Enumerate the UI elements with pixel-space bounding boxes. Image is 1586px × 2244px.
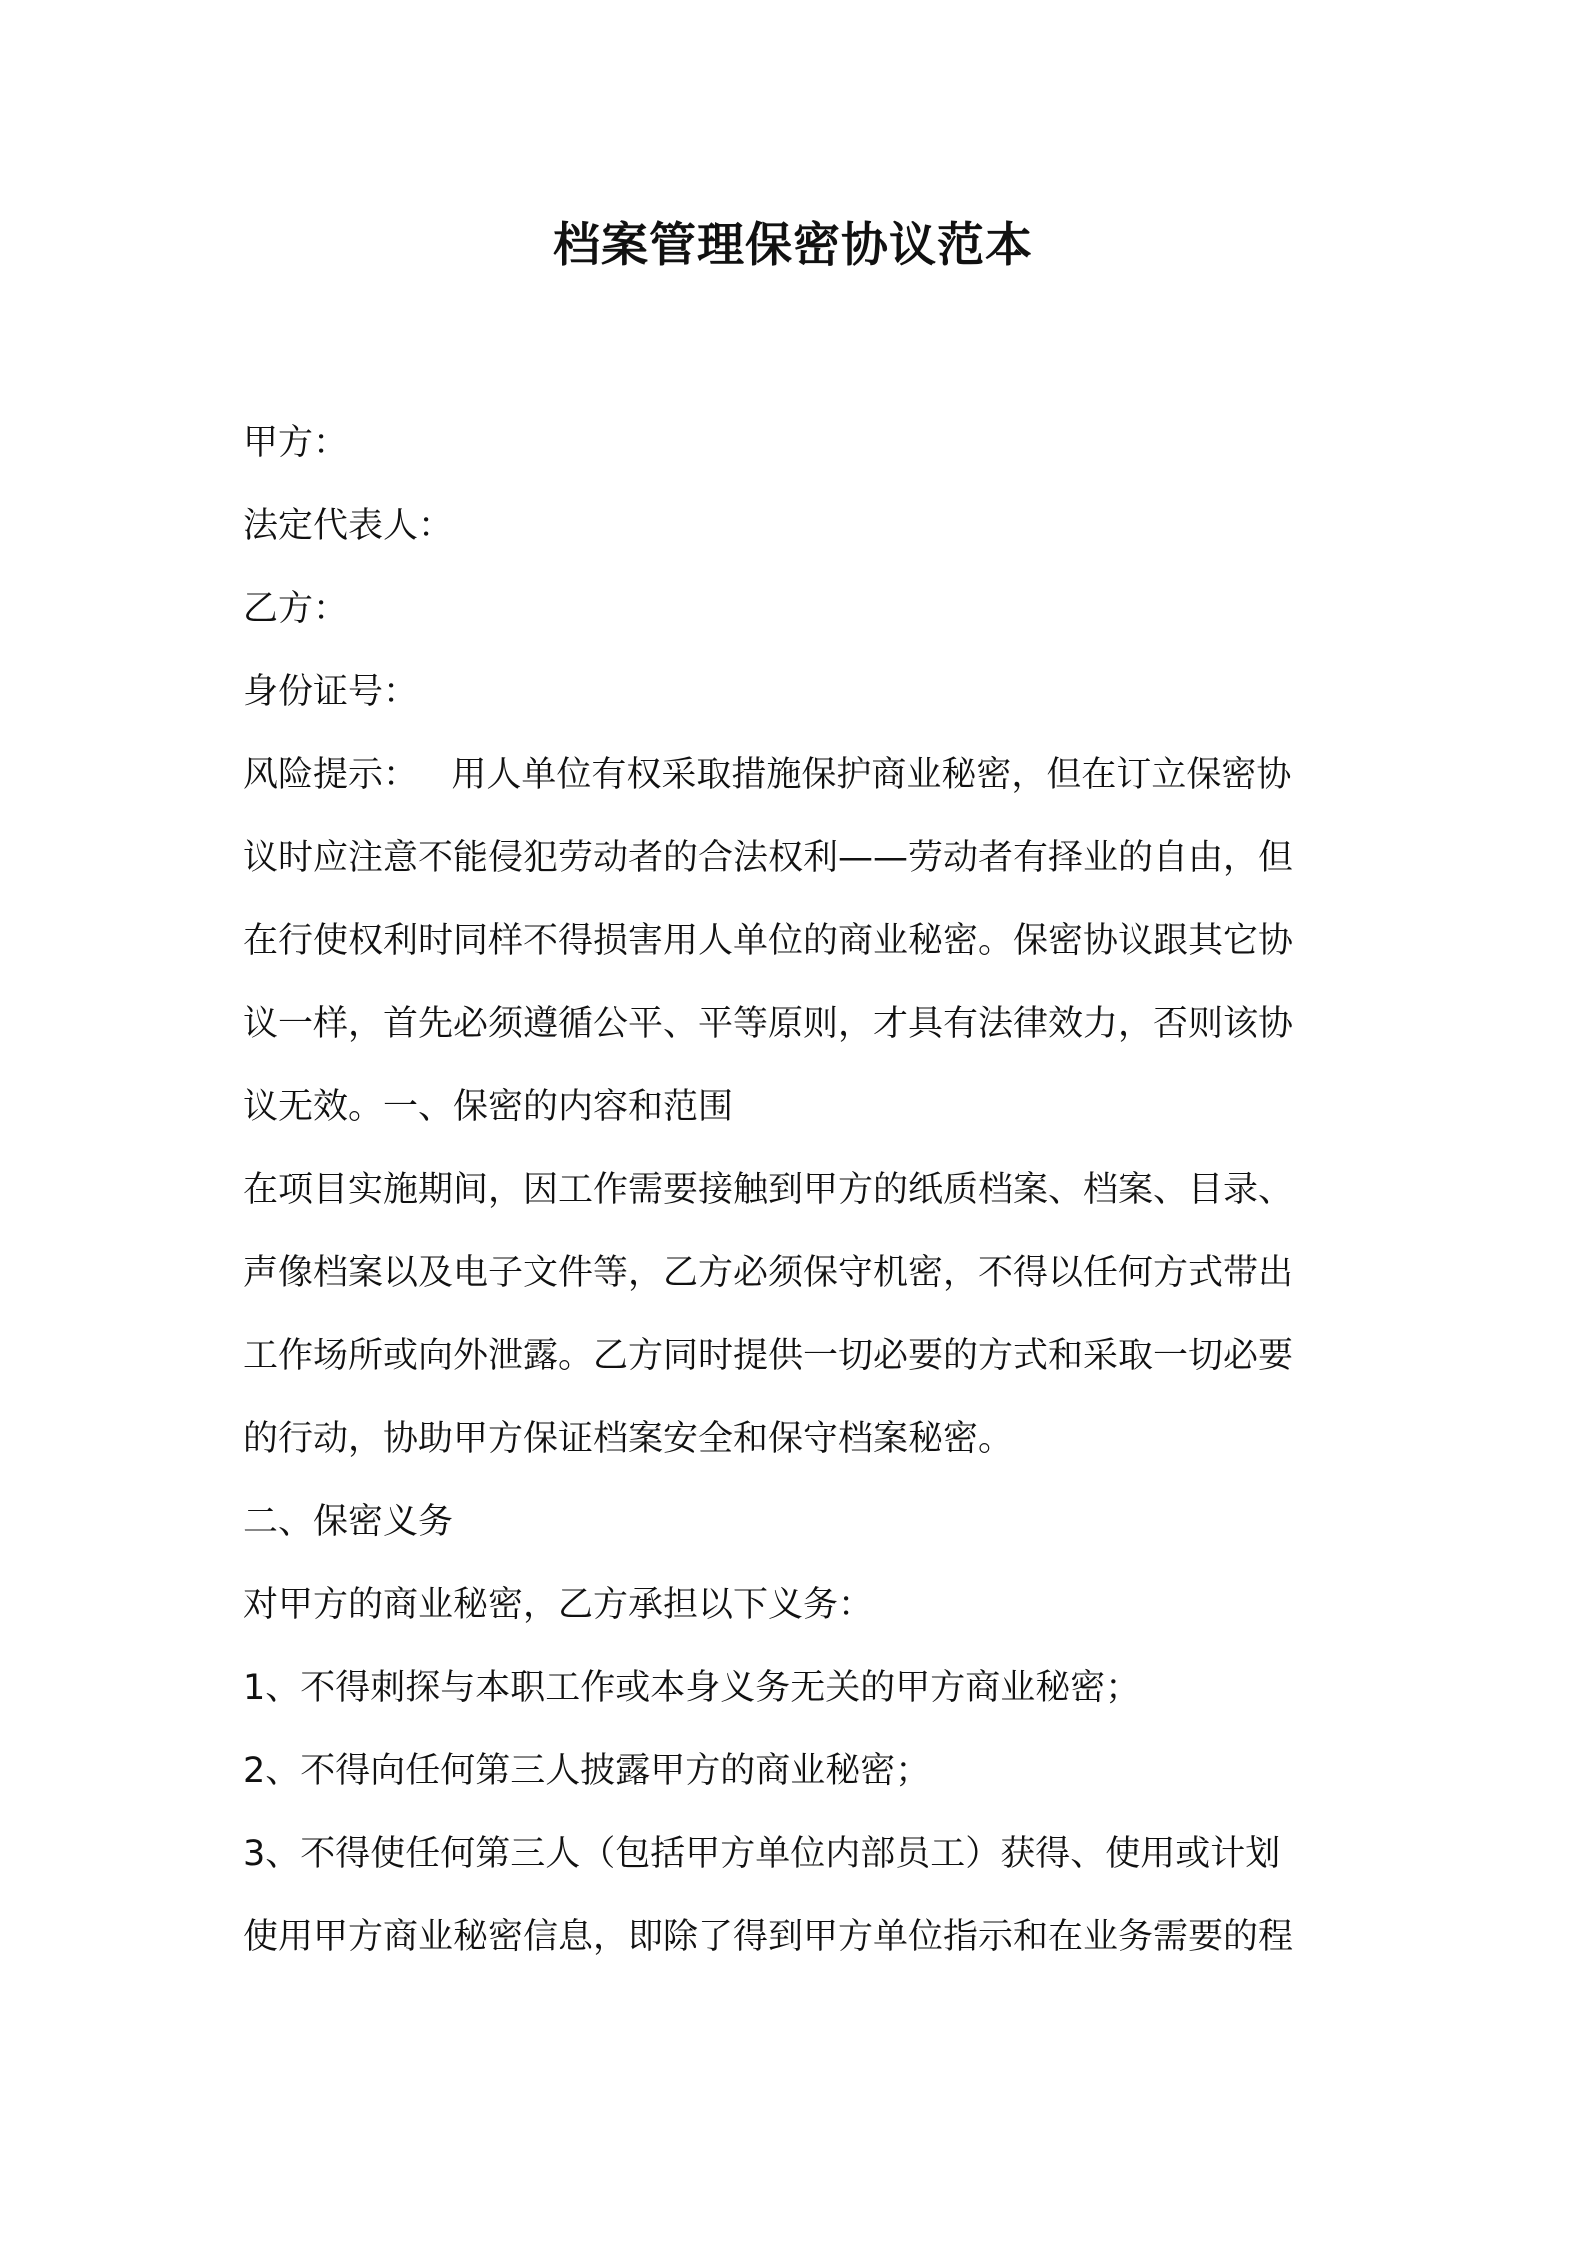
- paragraph-line: 声像档案以及电子文件等，乙方必须保守机密，不得以任何方式带出: [243, 1253, 1294, 1293]
- document-body: [243, 402, 1353, 1979]
- legal-representative-line: 法定代表人：: [243, 506, 454, 546]
- obligation-item-1: 1、不得刺探与本职工作或本身义务无关的甲方商业秘密；: [243, 1668, 1141, 1708]
- paragraph-line: 使用甲方商业秘密信息，即除了得到甲方单位指示和在业务需要的程: [243, 1917, 1294, 1957]
- risk-notice-line: 风险提示： 用人单位有权采取措施保护商业秘密，但在订立保密协: [243, 755, 1292, 795]
- paragraph-line: 对甲方的商业秘密，乙方承担以下义务：: [243, 1585, 874, 1625]
- id-number-line: 身份证号：: [243, 672, 419, 712]
- document-title: 档案管理保密协议范本: [553, 218, 1033, 273]
- paragraph-line: 的行动，协助甲方保证档案安全和保守档案秘密。: [243, 1419, 1014, 1459]
- section-heading-line: 议无效。一、保密的内容和范围: [243, 1087, 734, 1127]
- party-a-line: 甲方：: [243, 423, 349, 463]
- section-heading-line: 二、保密义务: [243, 1502, 454, 1542]
- paragraph-line: 在行使权利时同样不得损害用人单位的商业秘密。保密协议跟其它协: [243, 921, 1294, 961]
- paragraph-line: 议时应注意不能侵犯劳动者的合法权利——劳动者有择业的自由，但: [243, 838, 1294, 878]
- obligation-item-2: 2、不得向任何第三人披露甲方的商业秘密；: [243, 1751, 931, 1791]
- obligation-item-3: 3、不得使任何第三人（包括甲方单位内部员工）获得、使用或计划: [243, 1834, 1281, 1874]
- paragraph-line: 在项目实施期间，因工作需要接触到甲方的纸质档案、档案、目录、: [243, 1170, 1294, 1210]
- paragraph-line: 工作场所或向外泄露。乙方同时提供一切必要的方式和采取一切必要: [243, 1336, 1294, 1376]
- party-b-line: 乙方：: [243, 589, 349, 629]
- paragraph-line: 议一样，首先必须遵循公平、平等原则，才具有法律效力，否则该协: [243, 1004, 1294, 1044]
